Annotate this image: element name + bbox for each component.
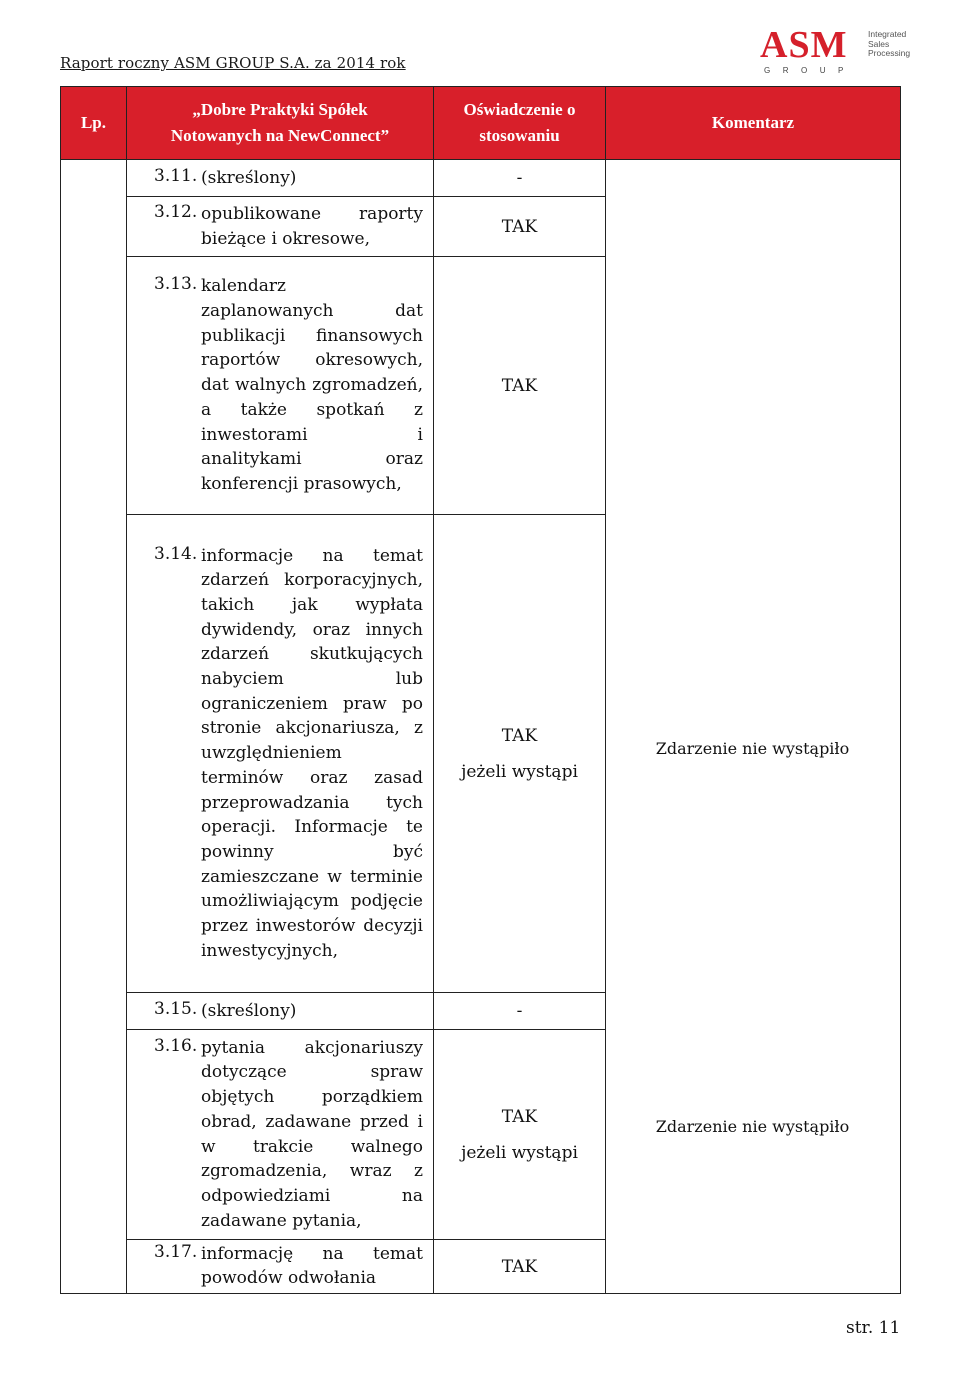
asm-group-logo [760,26,910,76]
item-text: (skreślony) [201,167,297,188]
statement-cell: TAK [434,1240,606,1294]
item-number: 3.13. [154,274,198,295]
statement-cell: - [434,993,606,1030]
item-text: kalendarz zaplanowanych dat publikacji finansowych raportów okresowych, dat walnych zgromadzeń, a także spotkań z inwestorami i analitykami oraz konferencji prasowych, [201,276,423,494]
item-number: 3.15. [154,998,198,1019]
practice-cell [127,515,434,993]
item-number: 3.16. [154,1035,198,1056]
statement-cell [434,515,606,993]
practice-cell [127,1030,434,1240]
item-number: 3.12. [154,201,198,222]
logo-main-text: ASM [760,24,848,66]
table-header-row [61,87,901,160]
report-title: Raport roczny ASM GROUP S.A. za 2014 rok [60,54,406,72]
lp-cell [61,160,127,1294]
statement-cell: TAK [434,257,606,515]
col-header-comment: Komentarz [606,87,901,160]
logo-group-text: GROUP [764,66,856,75]
table-row [61,160,901,197]
comment-text: Zdarzenie nie wystąpiło [655,1117,850,1136]
practice-cell [127,257,434,515]
practice-cell [127,1240,434,1294]
col-header-practice: „Dobre Praktyki Spółek Notowanych na NewConnect” [127,87,434,160]
statement-cell: - [434,160,606,197]
item-number: 3.11. [154,165,198,186]
col-header-statement: Oświadczenie o stosowaniu [434,87,606,160]
item-text: opublikowane raporty bieżące i okresowe, [201,203,423,249]
page-number: str. 11 [846,1318,901,1338]
item-number: 3.17. [154,1241,198,1262]
comment-text: Zdarzenie nie wystąpiło [655,739,850,758]
statement-condition: jeżeli wystąpi [461,1142,578,1163]
item-number: 3.14. [154,543,198,564]
statement-cell: TAK [434,197,606,257]
statement-cell [434,1030,606,1240]
logo-tagline: Integrated Sales Processing [868,29,911,58]
item-text: informacje na temat zdarzeń korporacyjnych, takich jak wypłata dywidendy, oraz innych zdarzeń skutkujących nabyciem lub ograniczeniem praw po stronie akcjonariusza, z uwzględnieniem terminów oraz zasad przeprowadzania tych operacji. Informacje te powinny być zamieszczane w terminie umożliwiającym podjęcie przez inwestorów decyzji inwestycyjnych, [201,545,423,961]
item-text: (skreślony) [201,1000,297,1021]
practices-table [60,86,901,1294]
item-text: pytania akcjonariuszy dotyczące spraw objętych porządkiem obrad, zadawane przed i w trakcie walnego zgromadzenia, wraz z odpowiedziami na zadawane pytania, [201,1037,423,1231]
item-text: informację na temat powodów odwołania [201,1243,423,1289]
col-header-lp: Lp. [61,87,127,160]
statement-value: TAK [501,1106,538,1127]
statement-value: TAK [501,725,538,746]
practice-cell [127,197,434,257]
statement-condition: jeżeli wystąpi [461,761,578,782]
practice-cell [127,160,434,197]
practice-cell [127,993,434,1030]
